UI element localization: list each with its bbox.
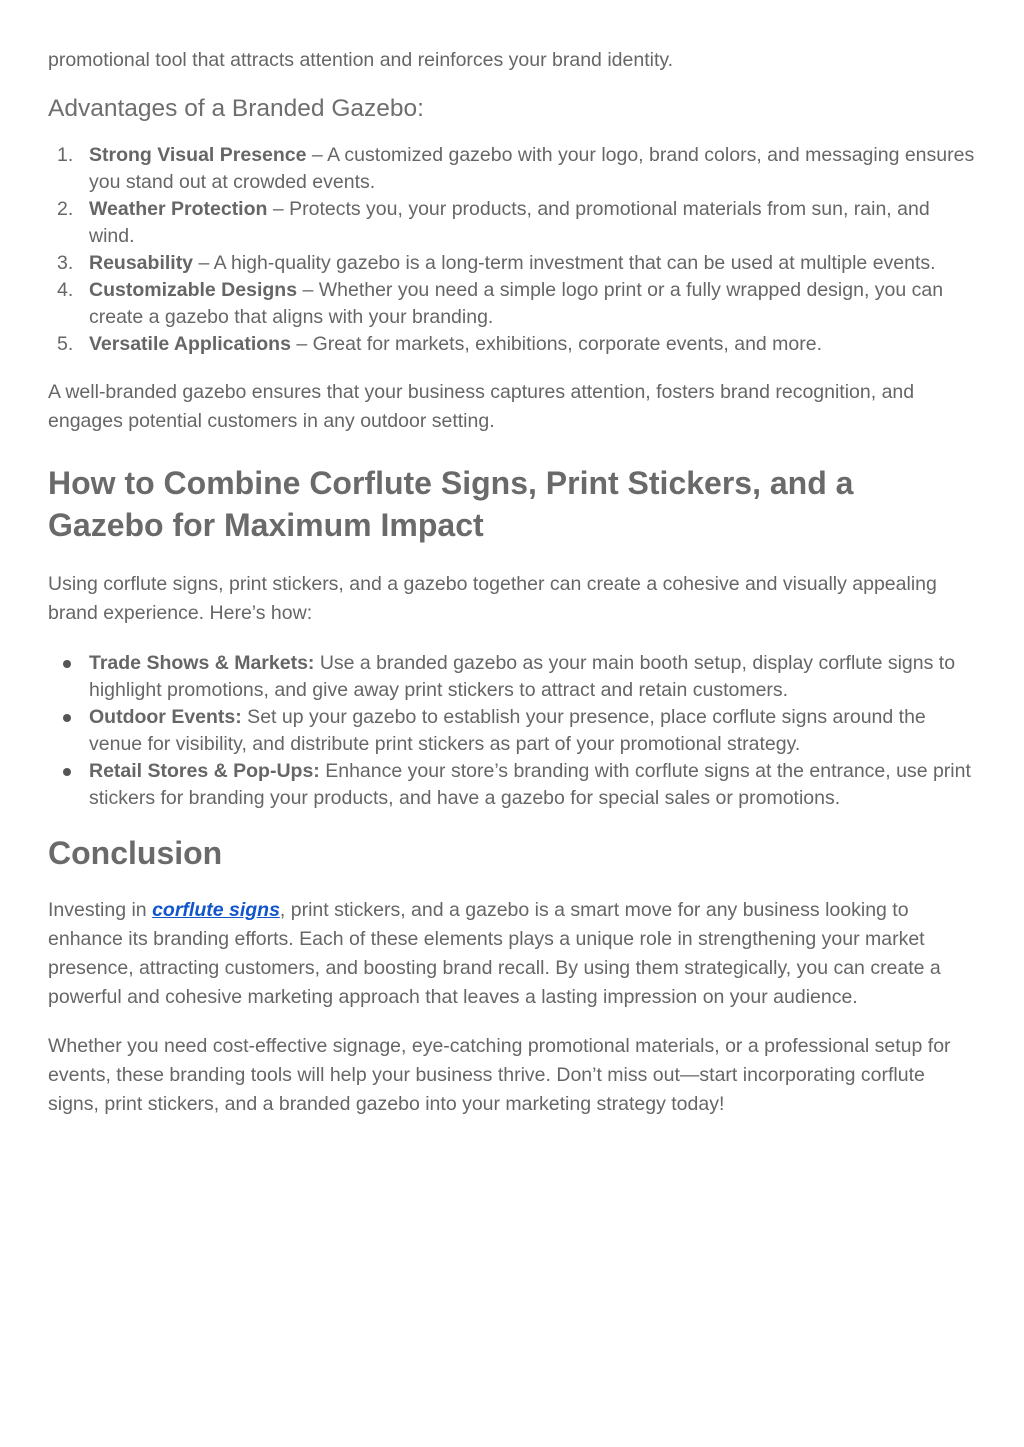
bullet-icon: [63, 660, 71, 668]
combine-bullet-list: [48, 650, 976, 812]
combine-intro-paragraph: Using corflute signs, print stickers, and a gazebo together can create a cohesive and visually appealing brand experience. Here’s how:: [48, 573, 937, 624]
list-item-title: Outdoor Events:: [89, 706, 242, 728]
list-item: [48, 142, 976, 196]
bullet-icon: [63, 768, 71, 776]
list-item: [48, 704, 976, 758]
corflute-signs-link[interactable]: corflute signs: [152, 899, 280, 921]
list-number: 2.: [57, 198, 74, 220]
list-item-title: Reusability: [89, 252, 194, 274]
conclusion-paragraph-2: Whether you need cost-effective signage, eye-catching promotional materials, or a professional setup for events, these branding tools will help your business thrive. Don’t miss out—start incorporating corflute signs, print stickers, and a branded gazebo into your marketing strategy today!: [48, 1035, 951, 1115]
list-item-title: Trade Shows & Markets:: [89, 652, 315, 674]
intro-paragraph-tail: promotional tool that attracts attention and reinforces your brand identity.: [48, 49, 674, 71]
list-item-title: Versatile Applications: [89, 333, 291, 355]
list-item-text: – Great for markets, exhibitions, corporate events, and more.: [290, 333, 823, 355]
conclusion-text-before-link: Investing in: [48, 899, 153, 921]
list-item-text: – A high-quality gazebo is a long-term investment that can be used at multiple events.: [193, 252, 936, 274]
list-item-text: Set up your gazebo to establish your presence, place corflute signs around the venue for visibility, and distribute print stickers as part of your promotional strategy.: [89, 706, 926, 755]
list-item: [48, 196, 976, 250]
list-item-title: Retail Stores & Pop-Ups:: [89, 760, 320, 782]
advantages-heading: Advantages of a Branded Gazebo:: [48, 95, 424, 122]
list-item: [48, 277, 976, 331]
list-item-text: – Protects you, your products, and promotional materials from sun, rain, and wind.: [89, 198, 930, 247]
list-item: [48, 331, 976, 358]
list-item-text: Use a branded gazebo as your main booth setup, display corflute signs to highlight promotions, and give away print stickers to attract and retain customers.: [89, 652, 956, 701]
list-number: 3.: [57, 252, 74, 274]
list-item: [48, 250, 976, 277]
list-item: [48, 758, 976, 812]
list-item-text: – A customized gazebo with your logo, brand colors, and messaging ensures you stand out at crowded events.: [89, 144, 975, 193]
advantages-list: [48, 142, 976, 358]
conclusion-heading: Conclusion: [48, 835, 223, 871]
list-item-text: – Whether you need a simple logo print or a fully wrapped design, you can create a gazebo that aligns with your branding.: [89, 279, 944, 328]
list-number: 5.: [57, 333, 74, 355]
list-item: [48, 650, 976, 704]
combine-heading: How to Combine Corflute Signs, Print Stickers, and a Gazebo for Maximum Impact: [48, 465, 854, 543]
bullet-icon: [63, 714, 71, 722]
conclusion-text-after-link: , print stickers, and a gazebo is a smart move for any business looking to enhance its branding efforts. Each of these elements plays a unique role in strengthening your market presence, attracting customers, and boosting brand recall. By using them strategically, you can create a powerful and cohesive marketing approach that leaves a lasting impression on your audience.: [48, 899, 941, 1008]
list-number: 1.: [57, 144, 74, 166]
advantages-closing-paragraph: A well-branded gazebo ensures that your business captures attention, fosters brand recognition, and engages potential customers in any outdoor setting.: [48, 381, 915, 432]
conclusion-paragraph-1: [48, 896, 976, 1012]
list-item-title: Customizable Designs: [89, 279, 298, 301]
list-number: 4.: [57, 279, 74, 301]
list-item-title: Strong Visual Presence: [89, 144, 307, 166]
list-item-title: Weather Protection: [89, 198, 268, 220]
list-item-text: Enhance your store’s branding with corflute signs at the entrance, use print stickers for branding your products, and have a gazebo for special sales or promotions.: [89, 760, 971, 809]
